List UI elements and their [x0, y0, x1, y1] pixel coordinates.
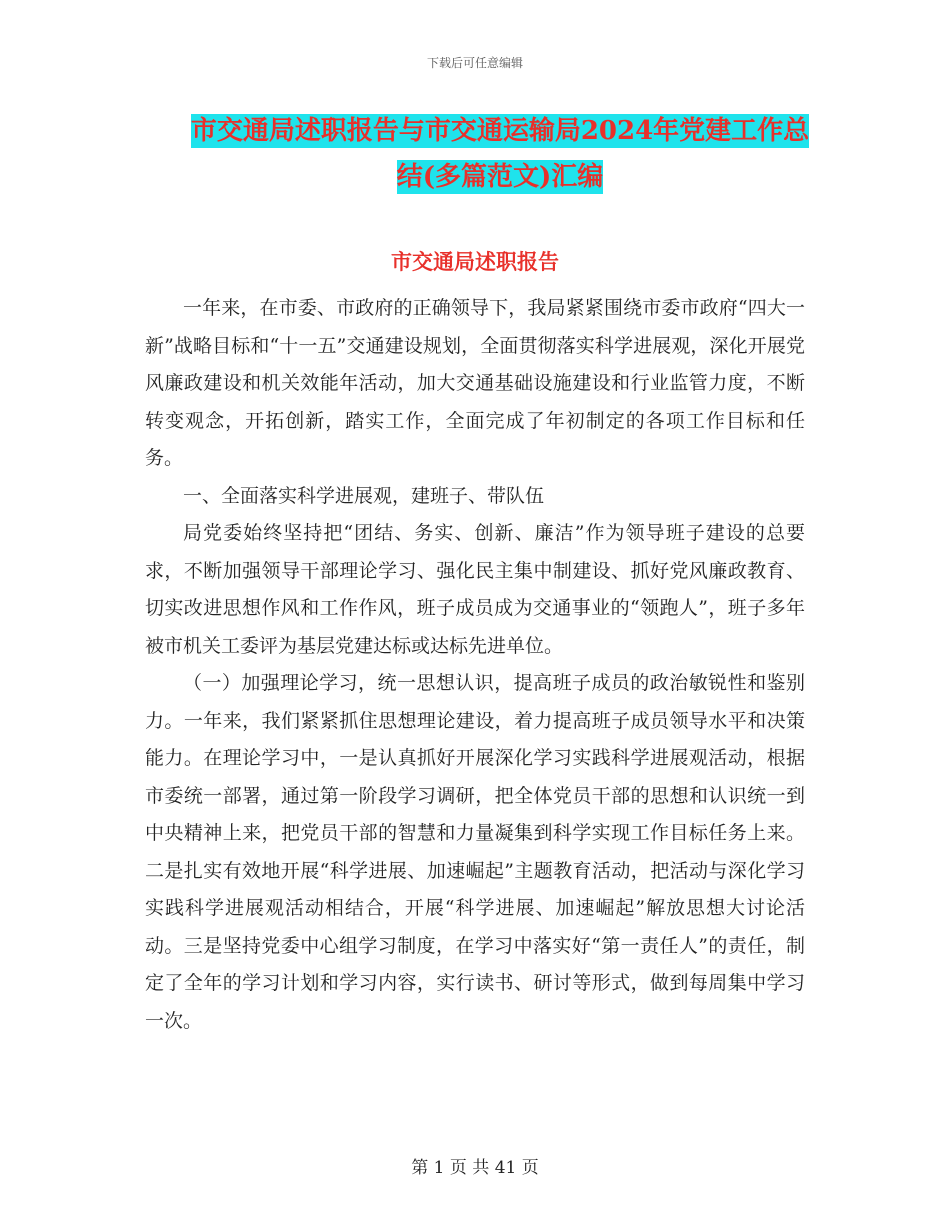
page-number-footer: 第 1 页 共 41 页 [411, 1158, 539, 1178]
document-title [120, 108, 880, 200]
paragraph: 局党委始终坚持把“团结、务实、创新、廉洁”作为领导班子建设的总要求，不断加强领导干部理论学习、强化民主集中制建设、抓好党风廉政教育、切实改进思想作风和工作作风，班子成员成为交通事业的“领跑人”，班子多年被市机关工委评为基层党建达标或达标先进单位。 [145, 522, 805, 657]
header-note: 下载后可任意编辑 [426, 56, 523, 70]
document-body [145, 290, 805, 1040]
paragraph: （一）加强理论学习，统一思想认识，提高班子成员的政治敏锐性和鉴别力。一年来，我们紧紧抓住思想理论建设，着力提高班子成员领导水平和决策能力。在理论学习中，一是认真抓好开展深化学习实践科学进展观活动，根据市委统一部署，通过第一阶段学习调研，把全体党员干部的思想和认识统一到中央精神上来，把党员干部的智慧和力量凝集到科学实现工作目标任务上来。二是扎实有效地开展“科学进展、加速崛起”主题教育活动，把活动与深化学习实践科学进展观活动相结合，开展“科学进展、加速崛起”解放思想大讨论活动。三是坚持党委中心组学习制度，在学习中落实好“第一责任人”的责任，制定了全年的学习计划和学习内容，实行读书、研讨等形式，做到每周集中学习一次。 [145, 672, 805, 1032]
document-title-line-2: 结(多篇范文)汇编 [396, 162, 604, 192]
section-title: 市交通局述职报告 [391, 249, 559, 274]
paragraph-heading: 一、全面落实科学进展观，建班子、带队伍 [183, 484, 545, 507]
document-title-line-1: 市交通局述职报告与市交通运输局2024年党建工作总 [190, 116, 810, 146]
paragraph: 一年来，在市委、市政府的正确领导下，我局紧紧围绕市委市政府“四大一新”战略目标和“十一五”交通建设规划，全面贯彻落实科学进展观，深化开展党风廉政建设和机关效能年活动，加大交通基础设施建设和行业监管力度，不断转变观念，开拓创新，踏实工作，全面完成了年初制定的各项工作目标和任务。 [145, 297, 805, 469]
